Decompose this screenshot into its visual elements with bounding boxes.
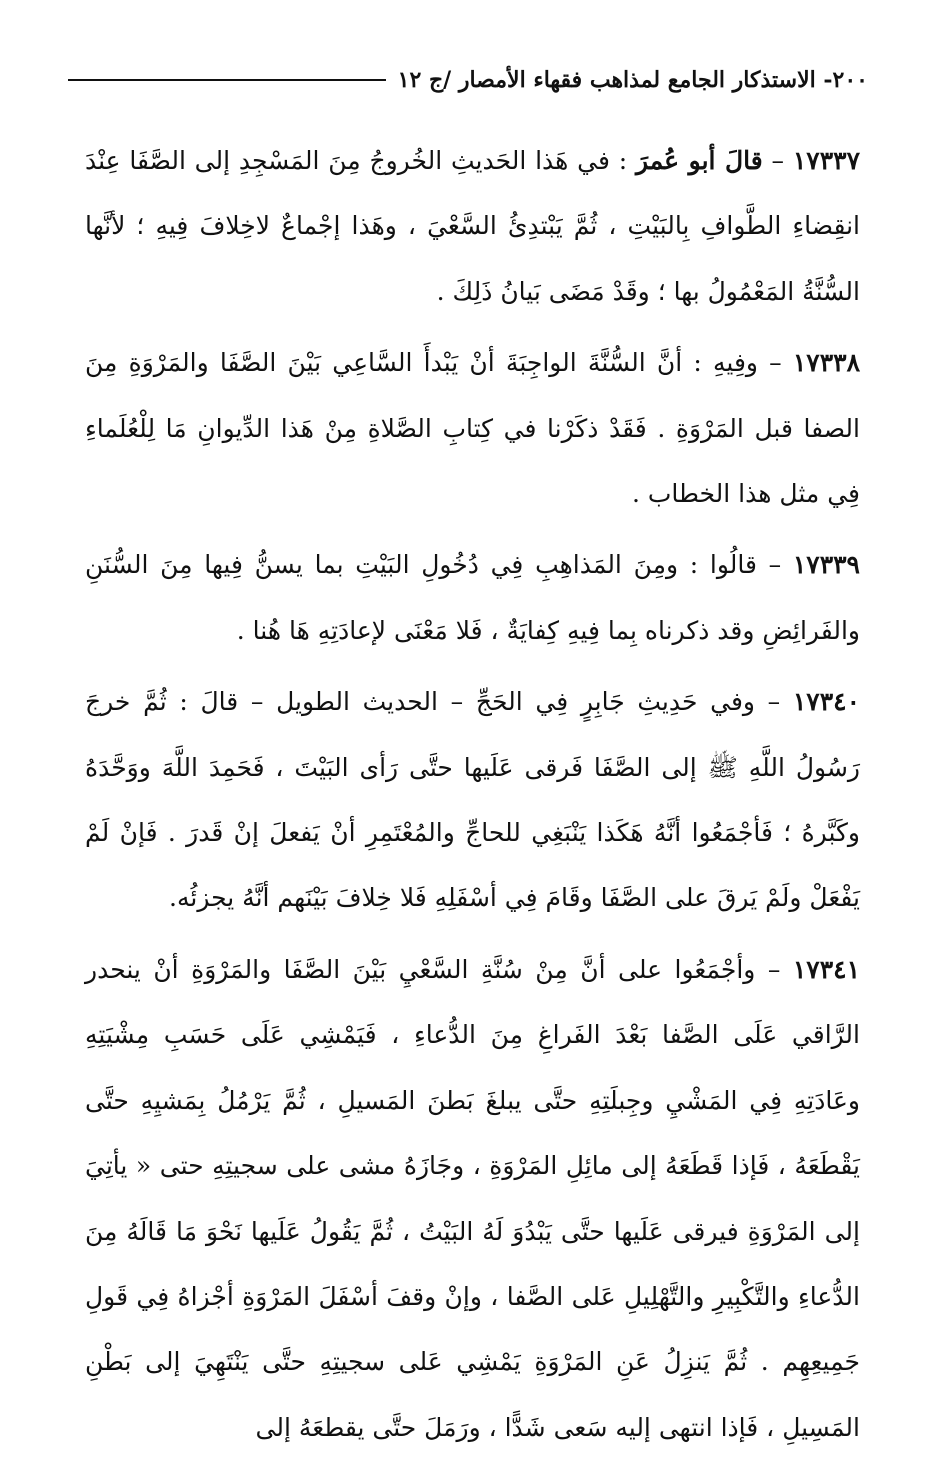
paragraph-number: ١٧٣٤٠ [792, 687, 860, 717]
paragraph-17337 [85, 128, 860, 324]
paragraph-number: ١٧٣٤١ [792, 954, 860, 984]
paragraph-17340 [85, 669, 860, 931]
paragraph-text: – وأجْمَعُوا على أنَّ مِنْ سُنَّةِ السَّعْيِ بَيْنَ الصَّفَا والمَرْوَةِ أنْ ينحدر الرَّاقي عَلَى الصَّفا بَعْدَ الفَراغِ مِنَ الدُّعاءِ ، فَيَمْشِي عَلَى حَسَبِ مِشْيَتِهِ وعَادَتِهِ فِي المَشْيِ وجِبلَتِهِ حتَّى يبلغَ بَطنَ المَسيلِ ، ثُمَّ يَرْمُلُ بِمَشيِهِ حتَّى يَقْطَعَهُ ، فَإذا قَطَعَهُ إلى مائِلِ المَرْوَةِ ، وجَازَهُ مشى على سجيتِهِ حتى « يأتِيَ إلى المَرْوَةِ فيرقى عَلَيها حتَّى يَبْدُوَ لَهُ البَيْتُ ، ثُمَّ يَقُولُ عَلَيها نَحْوَ مَا قَالَهُ مِنَ الدُّعاءِ والتَّكْبِيرِ والتَّهْلِيلِ عَلى الصَّفا ، وإنْ وقفَ أسْفَلَ المَرْوَةِ أجْزاهُ فِي قَولِ جَمِيعِهِم . ثُمَّ يَنزِلُ عَنِ المَرْوَةِ يَمْشِي عَلى سجيتِهِ حتَّى يَنْتَهِيَ إلى بَطْنِ المَسِيلِ ، فَإذا انتهى إليه سَعى شَدًّا ، ورَمَلَ حتَّى يقطعَهُ إلى [85, 954, 860, 1442]
paragraph-17339 [85, 532, 860, 663]
paragraph-text: : في هَذا الحَديثِ الخُروجُ مِنَ المَسْجِدِ إلى الصَّفَا عِنْدَ انقِضاءِ الطَّوافِ بِالبَيْتِ ، ثُمَّ يَبْتدِئُ السَّعْيَ ، وهَذا إجْماعٌ لاخِلافَ فِيهِ ؛ لأنَّها السُّنَّةُ المَعْمُولُ بها ؛ وقَدْ مَضَى بَيانُ ذَلِكَ . [85, 146, 860, 306]
paragraph-text: – وفِيهِ : أنَّ السُّنَّةَ الواجِبَةَ أنْ يَبْدأَ السَّاعِي بَيْنَ الصَّفَا والمَرْوَةِ مِنَ الصفا قبل المَرْوَةِ . فَقَدْ ذكَرْنا في كِتابِ الصَّلاةِ مِنْ هَذا الدِّيوانِ مَا لِلْعُلَماءِ فِي مثل هذا الخطاب . [85, 348, 860, 509]
paragraph-number: ١٧٣٣٩ [792, 550, 860, 580]
paragraph-17338 [85, 330, 860, 526]
paragraph-17341 [85, 937, 860, 1460]
text-body [85, 128, 860, 1460]
paragraph-text: – قالُوا : ومِنَ المَذاهِبِ فِي دُخُولِ البَيْتِ بما يسنُّ فِيها مِنَ السُّنَنِ والفَرائِضِ وقد ذكرناه بِما فِيهِ كِفايَةٌ ، فَلا مَعْنَى لإعادَتِهِ هَا هُنا . [85, 550, 860, 645]
dash: – [762, 146, 785, 175]
running-title: ٢٠٠- الاستذكار الجامع لمذاهب فقهاء الأمصار /ج ١٢ [397, 67, 868, 93]
paragraph-number: ١٧٣٣٧ [792, 146, 860, 175]
paragraph-number: ١٧٣٣٨ [792, 348, 860, 378]
paragraph-text: – وفي حَدِيثِ جَابِرٍ فِي الحَجِّ – الحديث الطويل – قالَ : ثُمَّ خرجَ رَسُولُ اللَّهِ ﷺ إلى الصَّفَا فَرقى عَلَيها حتَّى رَأى البَيْتَ ، فَحَمِدَ اللَّهَ ووَحَّدَهُ وكَبَّرهُ ؛ فَأجْمَعُوا أنَّهُ هَكَذا يَنْبَغِي للحاجِّ والمُعْتَمِرِ أنْ يَفعلَ إنْ قَدرَ . فَإنْ لَمْ يَفْعَلْ ولَمْ يَرقَ على الصَّفَا وقَامَ فِي أسْفَلِهِ فَلا خِلافَ بَيْنَهم أنَّهُ يجزئُه. [85, 687, 860, 913]
speaker-name: قالَ أبو عُمرَ [635, 146, 763, 175]
header-rule [68, 79, 386, 81]
running-header [68, 62, 868, 98]
